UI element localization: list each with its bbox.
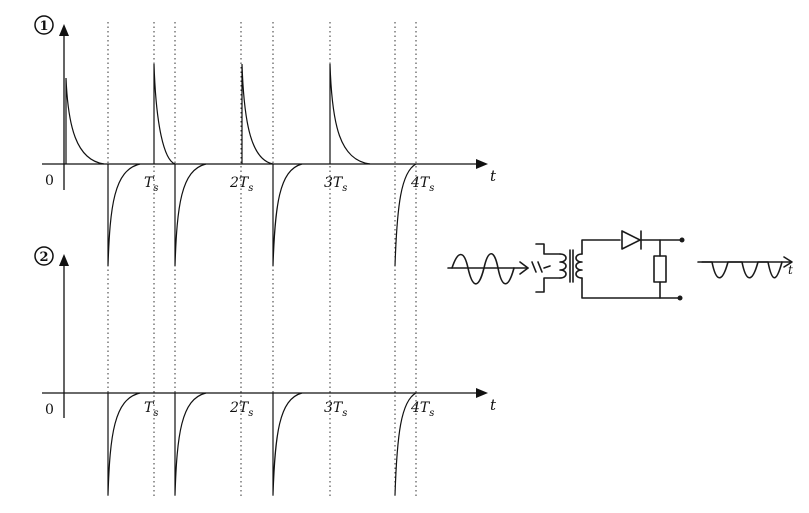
- plot-2-negative-spike: [273, 393, 302, 495]
- plot-2-tick-label: $4T_s$: [411, 400, 435, 419]
- plot-2-negative-spike: [108, 393, 140, 495]
- circuit-sketch: [448, 231, 793, 301]
- plot-2-tick-label: $3T_s$: [324, 400, 348, 419]
- plot-1: [35, 16, 497, 266]
- plot-1-tick-label: $2T_s$: [230, 175, 254, 194]
- plot-1-negative-spike: [108, 164, 140, 266]
- plot-1-negative-spike: [273, 164, 302, 266]
- plot-2-x-arrow: [476, 388, 488, 398]
- plot-1-positive-spike: [330, 64, 370, 164]
- plot-1-number: 1: [39, 19, 49, 34]
- output-terminal-bottom: [678, 296, 683, 301]
- transformer-secondary-coil: [576, 254, 582, 278]
- plot-2: [35, 247, 497, 495]
- secondary-top-wire: [582, 240, 620, 254]
- plot-1-tick-label: $T_s$: [144, 175, 159, 194]
- plot-1-positive-spike: [66, 78, 104, 164]
- plot-2-tick-label: $2T_s$: [230, 400, 254, 419]
- input-scribble-icon: [532, 262, 550, 272]
- diode-icon: [622, 231, 640, 249]
- plot-1-y-arrow: [59, 24, 69, 36]
- plot-1-negative-spike: [175, 164, 206, 266]
- plot-1-positive-spike: [242, 64, 273, 164]
- plot-1-origin-label: 0: [45, 173, 54, 189]
- plot-1-positive-spike: [154, 64, 175, 164]
- plot-1-t-label: t: [490, 167, 497, 185]
- plot-2-y-arrow: [59, 254, 69, 266]
- transformer-primary-coil: [560, 254, 566, 278]
- output-waveform: [702, 262, 782, 278]
- plot-2-number: 2: [39, 250, 49, 265]
- secondary-bottom-wire: [582, 278, 678, 298]
- primary-lead-top: [536, 244, 560, 254]
- plot-1-x-arrow: [476, 159, 488, 169]
- resistor-icon: [654, 256, 666, 282]
- output-terminal-top: [680, 238, 685, 243]
- output-t-label: t: [788, 263, 793, 277]
- plot-2-origin-label: 0: [45, 402, 54, 418]
- plot-2-negative-spike: [175, 393, 206, 495]
- plot-1-tick-label: $3T_s$: [324, 175, 348, 194]
- plot-2-tick-label: $T_s$: [144, 400, 159, 419]
- plot-1-tick-label: $4T_s$: [411, 175, 435, 194]
- primary-lead-bottom: [536, 278, 560, 292]
- plot-2-t-label: t: [490, 396, 497, 414]
